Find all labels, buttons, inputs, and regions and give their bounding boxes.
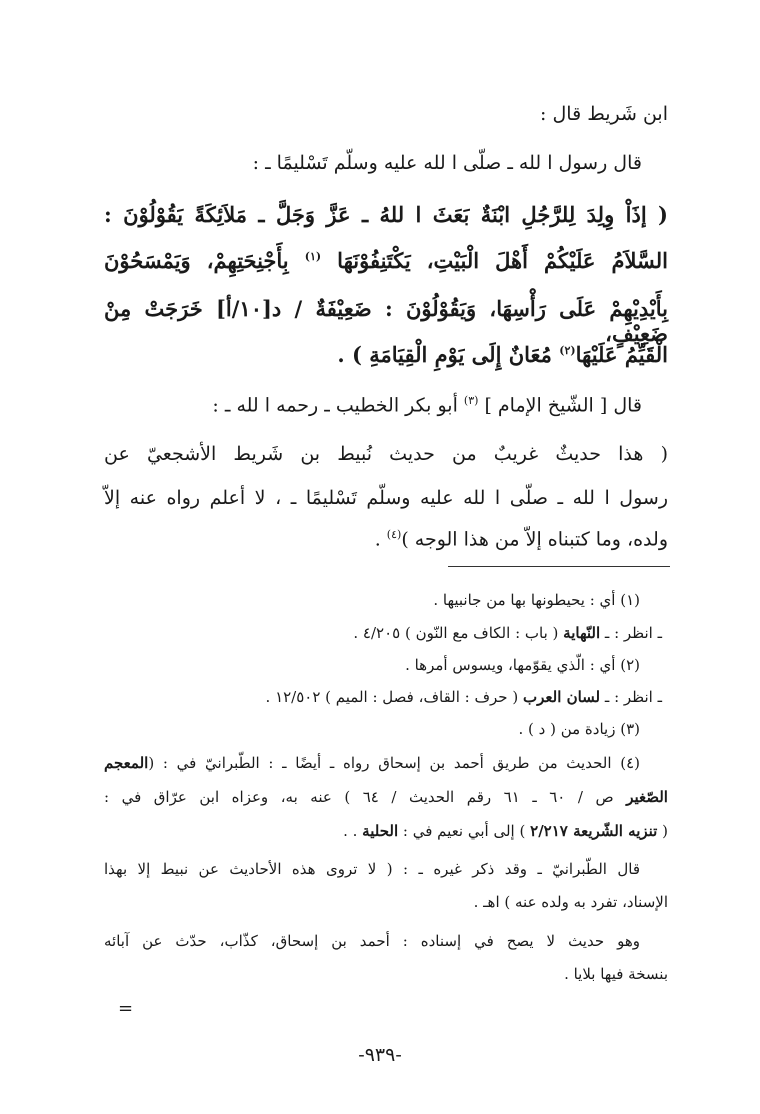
footnote-4-book-3: الحلية (362, 822, 399, 840)
hadith-line-2-b: بِأَجْنِحَتِهِمْ، وَيَمْسَحُوْنَ (104, 248, 289, 273)
footnote-4-book-1b: الصّغير (626, 788, 668, 806)
footnote-ref-1: (١) (304, 250, 322, 263)
page-number: -٩٣٩- (358, 1044, 402, 1066)
shaykh-line-b: أبو بكر الخطيب ـ رحمه ا لله ـ : (212, 394, 458, 417)
intro-line: ابن شَريط قال : (540, 103, 668, 125)
hadith-line-4-a: الْقَيِّمُ عَلَيْهَا (575, 342, 668, 367)
footnote-2: (٢) أي : الّذي يقوّمها، ويسوس أمرها . (405, 656, 640, 674)
footnote-1-source (353, 624, 662, 642)
footnote-3: (٣) زيادة من ( د ) . (518, 720, 640, 738)
footnote-4-line-3 (343, 822, 668, 840)
hadith-line-4-b: مُعَانٌ إِلَى يَوْمِ الْقِيَامَةِ ) . (337, 342, 552, 367)
shaykh-line-a: قال [ الشّيخ الإمام ] (484, 394, 642, 417)
footnote-1: (١) أي : يحيطونها بها من جانبيها . (433, 591, 640, 609)
hadith-line-2 (104, 248, 668, 273)
footnote-2-ref: ( حرف : القاف، فصل : الميم ) ١٢/٥٠٢ . (265, 688, 519, 706)
footnote-5-line-1: قال الطّبرانيّ ـ وقد ذكر غيره ـ : ( لا تروى هذه الأحاديث عن نبيط إلا بهذا (104, 860, 640, 878)
hadith-line-2-a: السَّلاَمُ عَلَيْكُمْ أَهْلَ الْبَيْتِ، يَكْتَنِفُوْنَهَا (337, 248, 668, 273)
comment-line-3-b: . (374, 528, 381, 551)
footnote-2-see: ـ انظر : ـ (604, 688, 662, 706)
hadith-line-4 (337, 342, 668, 367)
footnote-6-line-1: وهو حديث لا يصح في إسناده : أحمد بن إسحاق، كذّاب، حدّث عن آبائه (104, 932, 640, 950)
shaykh-said-line (212, 394, 642, 416)
footnote-4-text: (٤) الحديث من طريق أحمد بن إسحاق رواه ـ أيضًا ـ : الطّبرانيّ في : ( (148, 754, 640, 772)
footnote-6-line-2: بنسخة فيها بلايا . (564, 965, 668, 983)
footnote-1-see: ـ انظر : ـ (604, 624, 662, 642)
footnote-1-book: النّهاية (563, 624, 601, 642)
footnote-4-to: ) إلى أبي نعيم في : (402, 822, 526, 840)
hadith-line-1: ( إذَاْ وِلِدَ لِلرَّجُلِ ابْنَةٌ بَعَثَ ا للهُ ـ عَزَّ وَجَلَّ ـ مَلاَئِكَةً يَقُوْلُوْنَ : (104, 202, 668, 227)
comment-line-2: رسول ا لله ـ صلّى ا لله عليه وسلّم تَسْليمًا ـ ، لا أعلم رواه عنه إلاّ (104, 487, 668, 509)
footnote-1-ref: ( باب : الكاف مع النّون ) ٤/٢٠٥ . (353, 624, 559, 642)
footnote-2-source (266, 688, 662, 706)
comment-line-3 (375, 528, 668, 550)
footnote-4-end: . . (343, 822, 358, 840)
footnote-5-line-2: الإسناد، تفرد به ولده عنه ) اهـ . (473, 893, 668, 911)
footnote-ref-2: (٢) (559, 344, 576, 357)
footnote-4-book-1: المعجم (104, 754, 149, 772)
footnote-4-ref: ص / ٦٠ ـ ٦١ رقم الحديث / ٦٤ ) عنه به، وعزاه ابن عرّاق في : (104, 788, 614, 806)
footnote-4-book-2: تنزيه الشّريعة ٢/٢١٧ (530, 822, 658, 840)
comment-line-3-a: ولده، وما كتبناه إلاّ من هذا الوجه ) (401, 528, 668, 551)
footnote-4-line-1 (104, 754, 640, 772)
footnote-4-paren: ( (662, 822, 668, 840)
comment-line-1: ( هذا حديثٌ غريبٌ من حديث نُبيط بن شَريط الأشجعيّ عن (104, 443, 668, 465)
continuation-mark: = (118, 998, 134, 1019)
footnote-ref-4: (٤) (386, 528, 402, 541)
footnote-divider (448, 566, 670, 567)
messenger-said-line: قال رسول ا لله ـ صلّى ا لله عليه وسلّم تَسْليمًا ـ : (252, 152, 642, 174)
footnote-ref-3: (٣) (463, 394, 479, 407)
hadith-line-3: بِأَيْدِيْهِمْ عَلَى رَأْسِهَا، وَيَقُوْلُوْنَ : ضَعِيْفَةٌ / د[١٠/أ] خَرَجَتْ مِنْ ضَعِيْفٍ، (104, 296, 669, 346)
footnote-2-book: لسان العرب (523, 688, 601, 706)
footnote-4-line-2 (104, 788, 668, 806)
